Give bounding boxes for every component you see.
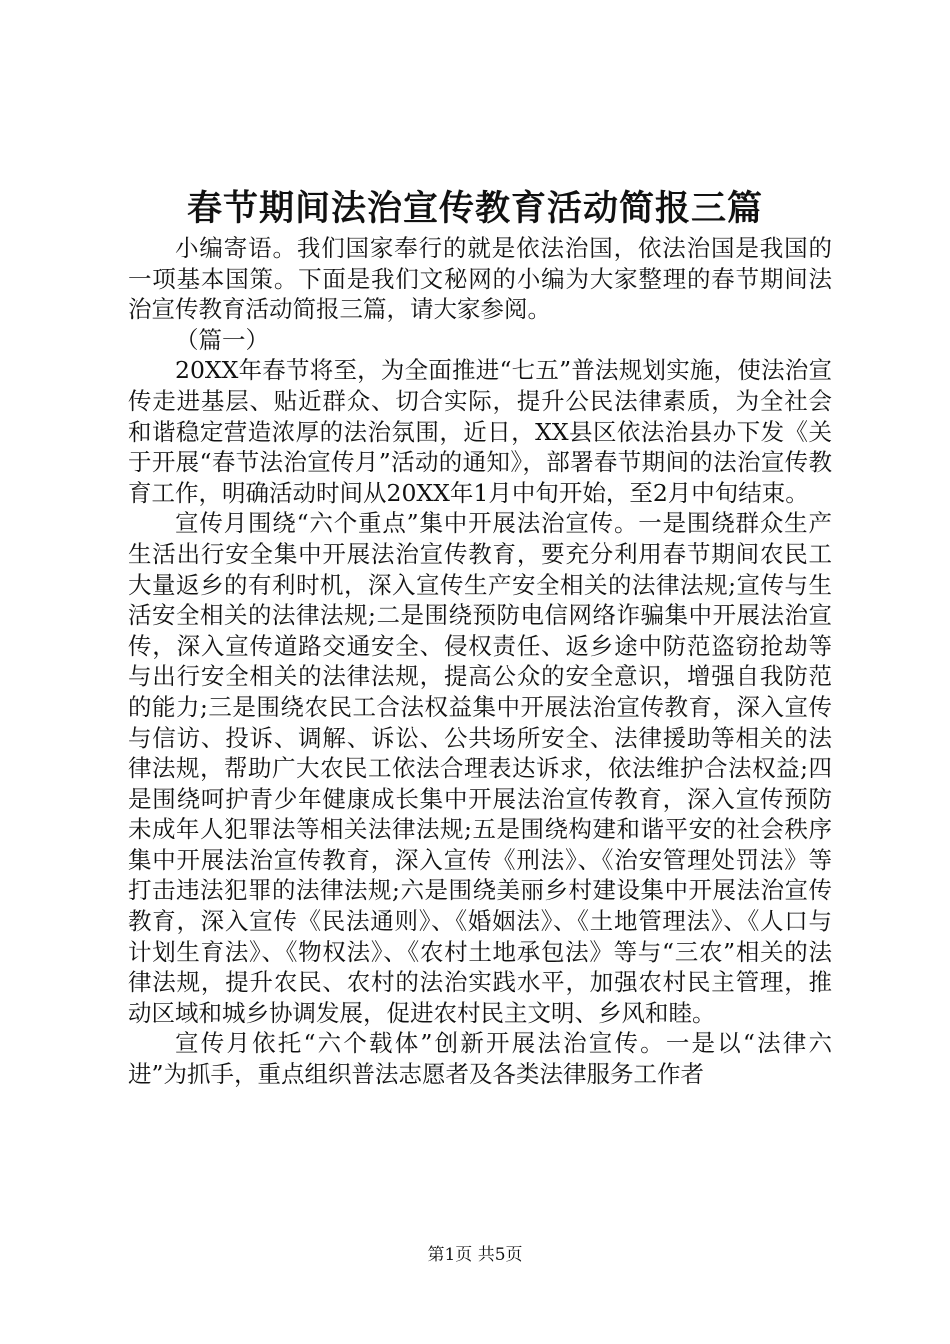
paragraph-background: 20XX年春节将至，为全面推进“七五”普法规划实施，使法治宣传走进基层、贴近群众、切合实际，提升公民法律素质，为全社会和谐稳定营造浓厚的法治氛围，近日，XX县区依法治县办下发《关于开展“春节法治宣传月”活动的通知》，部署春节期间的法治宣传教育工作，明确活动时间从20XX年1月中旬开始，至2月中旬结束。 (128, 356, 832, 507)
paragraph-six-focus-points: 宣传月围绕“六个重点”集中开展法治宣传。一是围绕群众生产生活出行安全集中开展法治宣传教育，要充分利用春节期间农民工大量返乡的有利时机，深入宣传生产安全相关的法律法规;宣传与生活安全相关的法律法规;二是围绕预防电信网络诈骗集中开展法治宣传，深入宣传道路交通安全、侵权责任、返乡途中防范盗窃抢劫等与出行安全相关的法律法规，提高公众的安全意识，增强自我防范的能力;三是围绕农民工合法权益集中开展法治宣传教育，深入宣传与信访、投诉、调解、诉讼、公共场所安全、法律援助等相关的法律法规，帮助广大农民工依法合理表达诉求，依法维护合法权益;四是围绕呵护青少年健康成长集中开展法治宣传教育，深入宣传预防未成年人犯罪法等相关法律法规;五是围绕构建和谐平安的社会秩序集中开展法治宣传教育，深入宣传《刑法》、《治安管理处罚法》等打击违法犯罪的法律法规;六是围绕美丽乡村建设集中开展法治宣传教育，深入宣传《民法通则》、《婚姻法》、《土地管理法》、《人口与计划生育法》、《物权法》、《农村土地承包法》等与“三农”相关的法律法规，提升农民、农村的法治实践水平，加强农村民主管理，推动区域和城乡协调发展，促进农村民主文明、乡风和睦。 (128, 509, 832, 1027)
page-footer: 第1页 共5页 (427, 1245, 523, 1265)
paragraph-section-heading: （篇一） (175, 325, 269, 354)
paragraph-six-carriers: 宣传月依托“六个载体”创新开展法治宣传。一是以“法律六进”为抓手，重点组织普法志愿者及各类法律服务工作者 (128, 1029, 832, 1089)
document-body (128, 233, 832, 1090)
document-title: 春节期间法治宣传教育活动简报三篇 (186, 188, 763, 229)
paragraph-intro: 小编寄语。我们国家奉行的就是依法治国，依法治国是我国的一项基本国策。下面是我们文秘网的小编为大家整理的春节期间法治宣传教育活动简报三篇，请大家参阅。 (128, 234, 832, 324)
